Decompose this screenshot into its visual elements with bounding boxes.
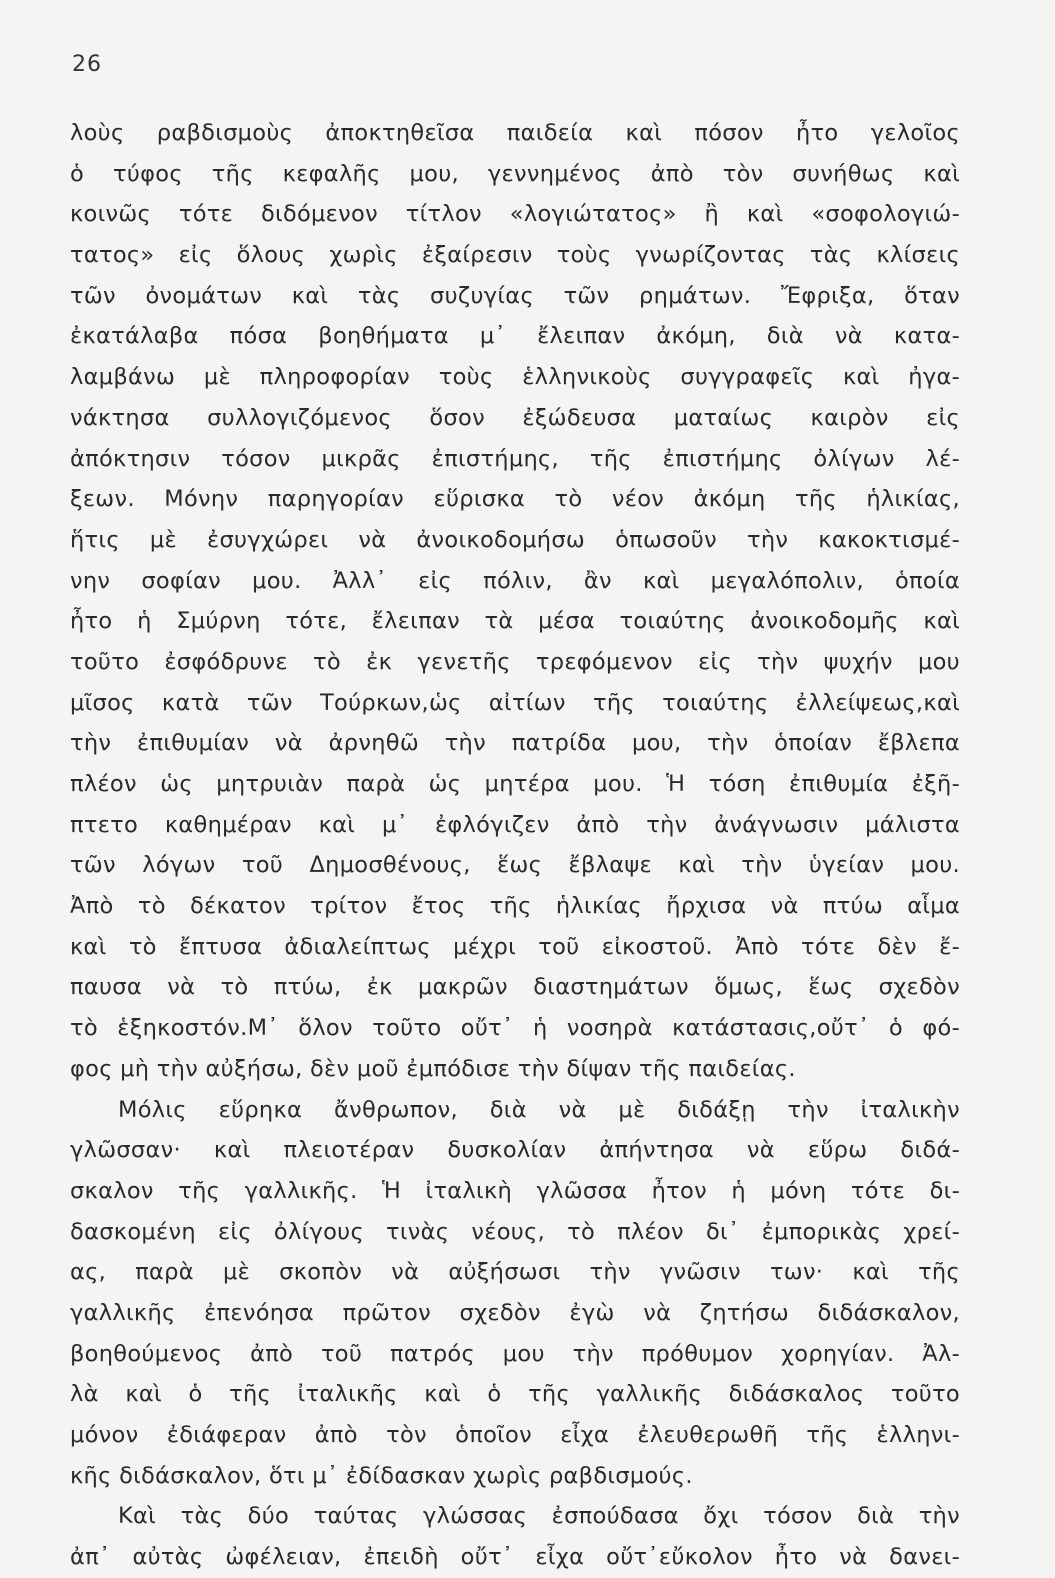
text-line: κῆς διδάσκαλον, ὅτι μ᾽ ἐδίδασκαν χωρὶς ραβδισμούς. xyxy=(70,1462,693,1489)
text-line: ἥτις μὲ ἐσυγχώρει νὰ ἀνοικοδομήσω ὁπωσοῦν τὴν κακοκτισμέ- xyxy=(70,526,960,553)
text-line: πτετο καθημέραν καὶ μ᾽ ἐφλόγιζεν ἀπὸ τὴν ἀνάγνωσιν μάλιστα xyxy=(70,811,960,838)
text-line: ὁ τύφος τῆς κεφαλῆς μου, γεννημένος ἀπὸ τὸν συνήθως καὶ xyxy=(70,160,960,187)
page-number: 26 xyxy=(72,52,102,77)
text-line: νην σοφίαν μου. Ἀλλ᾽ εἰς πόλιν, ἂν καὶ μεγαλόπολιν, ὁποία xyxy=(70,567,960,594)
text-line: λοὺς ραβδισμοὺς ἀποκτηθεῖσα παιδεία καὶ πόσον ἦτο γελοῖος xyxy=(70,120,960,146)
text-line: γλῶσσαν· καὶ πλειοτέραν δυσκολίαν ἀπήντησα νὰ εὕρω διδά- xyxy=(70,1137,960,1164)
text-line: γαλλικῆς ἐπενόησα πρῶτον σχεδὸν ἐγὼ νὰ ζητήσω διδάσκαλον, xyxy=(70,1299,960,1326)
text-line: ας, παρὰ μὲ σκοπὸν νὰ αὐξήσωσι τὴν γνῶσιν των· καὶ τῆς xyxy=(70,1259,960,1286)
text-line: πλέον ὡς μητρυιὰν παρὰ ὡς μητέρα μου. Ἡ τόση ἐπιθυμία ἐξῆ- xyxy=(70,771,960,797)
text-line: τῶν ὀνομάτων καὶ τὰς συζυγίας τῶν ρημάτων. Ἔφριξα, ὅταν xyxy=(70,282,960,309)
text-line: δασκομένη εἰς ὀλίγους τινὰς νέους, τὸ πλέον δι᾽ ἐμπορικὰς χρεί- xyxy=(70,1218,960,1245)
text-line: βοηθούμενος ἀπὸ τοῦ πατρός μου τὴν πρόθυμον χορηγίαν. Ἀλ- xyxy=(70,1340,960,1367)
text-line: μῖσος κατὰ τῶν Τούρκων,ὡς αἰτίων τῆς τοιαύτης ἐλλείψεως,καὶ xyxy=(70,689,960,716)
text-line: νάκτησα συλλογιζόμενος ὅσον ἐξώδευσα ματαίως καιρὸν εἰς xyxy=(70,404,960,431)
body-text xyxy=(70,113,960,1578)
text-line: τὸ ἑξηκοστόν.Μ᾽ ὅλον τοῦτο οὔτ᾽ ἡ νοσηρὰ κατάστασις,οὔτ᾽ ὁ φό- xyxy=(70,1015,960,1042)
text-line: ἀπόκτησιν τόσον μικρᾶς ἐπιστήμης, τῆς ἐπιστήμης ὀλίγων λέ- xyxy=(70,445,960,472)
text-line: Καὶ τὰς δύο ταύτας γλώσσας ἐσπούδασα ὄχι τόσον διὰ τὴν xyxy=(118,1503,960,1530)
text-line: κοινῶς τότε διδόμενον τίτλον «λογιώτατος» ἢ καὶ «σοφολογιώ- xyxy=(70,201,960,228)
text-line: φος μὴ τὴν αὐξήσω, δὲν μοῦ ἐμπόδισε τὴν δίψαν τῆς παιδείας. xyxy=(70,1055,796,1082)
text-line: τατος» εἰς ὅλους χωρὶς ἐξαίρεσιν τοὺς γνωρίζοντας τὰς κλίσεις xyxy=(70,242,960,269)
text-line: ἀπ᾽ αὐτὰς ὠφέλειαν, ἐπειδὴ οὔτ᾽ εἶχα οὔτ᾽εὔκολον ἦτο νὰ δανει- xyxy=(70,1544,960,1571)
text-line: τῶν λόγων τοῦ Δημοσθένους, ἕως ἔβλαψε καὶ τὴν ὑγείαν μου. xyxy=(70,852,960,879)
text-line: λαμβάνω μὲ πληροφορίαν τοὺς ἑλληνικοὺς συγγραφεῖς καὶ ἠγα- xyxy=(70,364,960,391)
text-line: καὶ τὸ ἔπτυσα ἀδιαλείπτως μέχρι τοῦ εἰκοστοῦ. Ἀπὸ τότε δὲν ἔ- xyxy=(70,933,960,960)
text-line: ξεων. Μόνην παρηγορίαν εὕρισκα τὸ νέον ἀκόμη τῆς ἡλικίας, xyxy=(70,486,960,513)
text-line: ἐκατάλαβα πόσα βοηθήματα μ᾽ ἔλειπαν ἀκόμη, διὰ νὰ κατα- xyxy=(70,323,960,350)
text-line: Ἀπὸ τὸ δέκατον τρίτον ἔτος τῆς ἡλικίας ἤρχισα νὰ πτύω αἷμα xyxy=(70,893,960,920)
text-line: παυσα νὰ τὸ πτύω, ἐκ μακρῶν διαστημάτων ὅμως, ἕως σχεδὸν xyxy=(70,974,960,1001)
text-line: τὴν ἐπιθυμίαν νὰ ἀρνηθῶ τὴν πατρίδα μου, τὴν ὁποίαν ἔβλεπα xyxy=(70,730,960,757)
text-line: μόνον ἐδιάφεραν ἀπὸ τὸν ὁποῖον εἶχα ἐλευθερωθῆ τῆς ἑλληνι- xyxy=(70,1422,960,1448)
text-line: σκαλον τῆς γαλλικῆς. Ἡ ἰταλικὴ γλῶσσα ἦτον ἡ μόνη τότε δι- xyxy=(70,1177,960,1204)
text-line: Μόλις εὕρηκα ἄνθρωπον, διὰ νὰ μὲ διδάξῃ τὴν ἰταλικὴν xyxy=(118,1096,960,1123)
text-line: ἦτο ἡ Σμύρνη τότε, ἔλειπαν τὰ μέσα τοιαύτης ἀνοικοδομῆς καὶ xyxy=(70,608,960,635)
text-line: τοῦτο ἐσφόδρυνε τὸ ἐκ γενετῆς τρεφόμενον εἰς τὴν ψυχήν μου xyxy=(70,648,960,675)
text-line: λὰ καὶ ὁ τῆς ἰταλικῆς καὶ ὁ τῆς γαλλικῆς διδάσκαλος τοῦτο xyxy=(70,1381,960,1408)
